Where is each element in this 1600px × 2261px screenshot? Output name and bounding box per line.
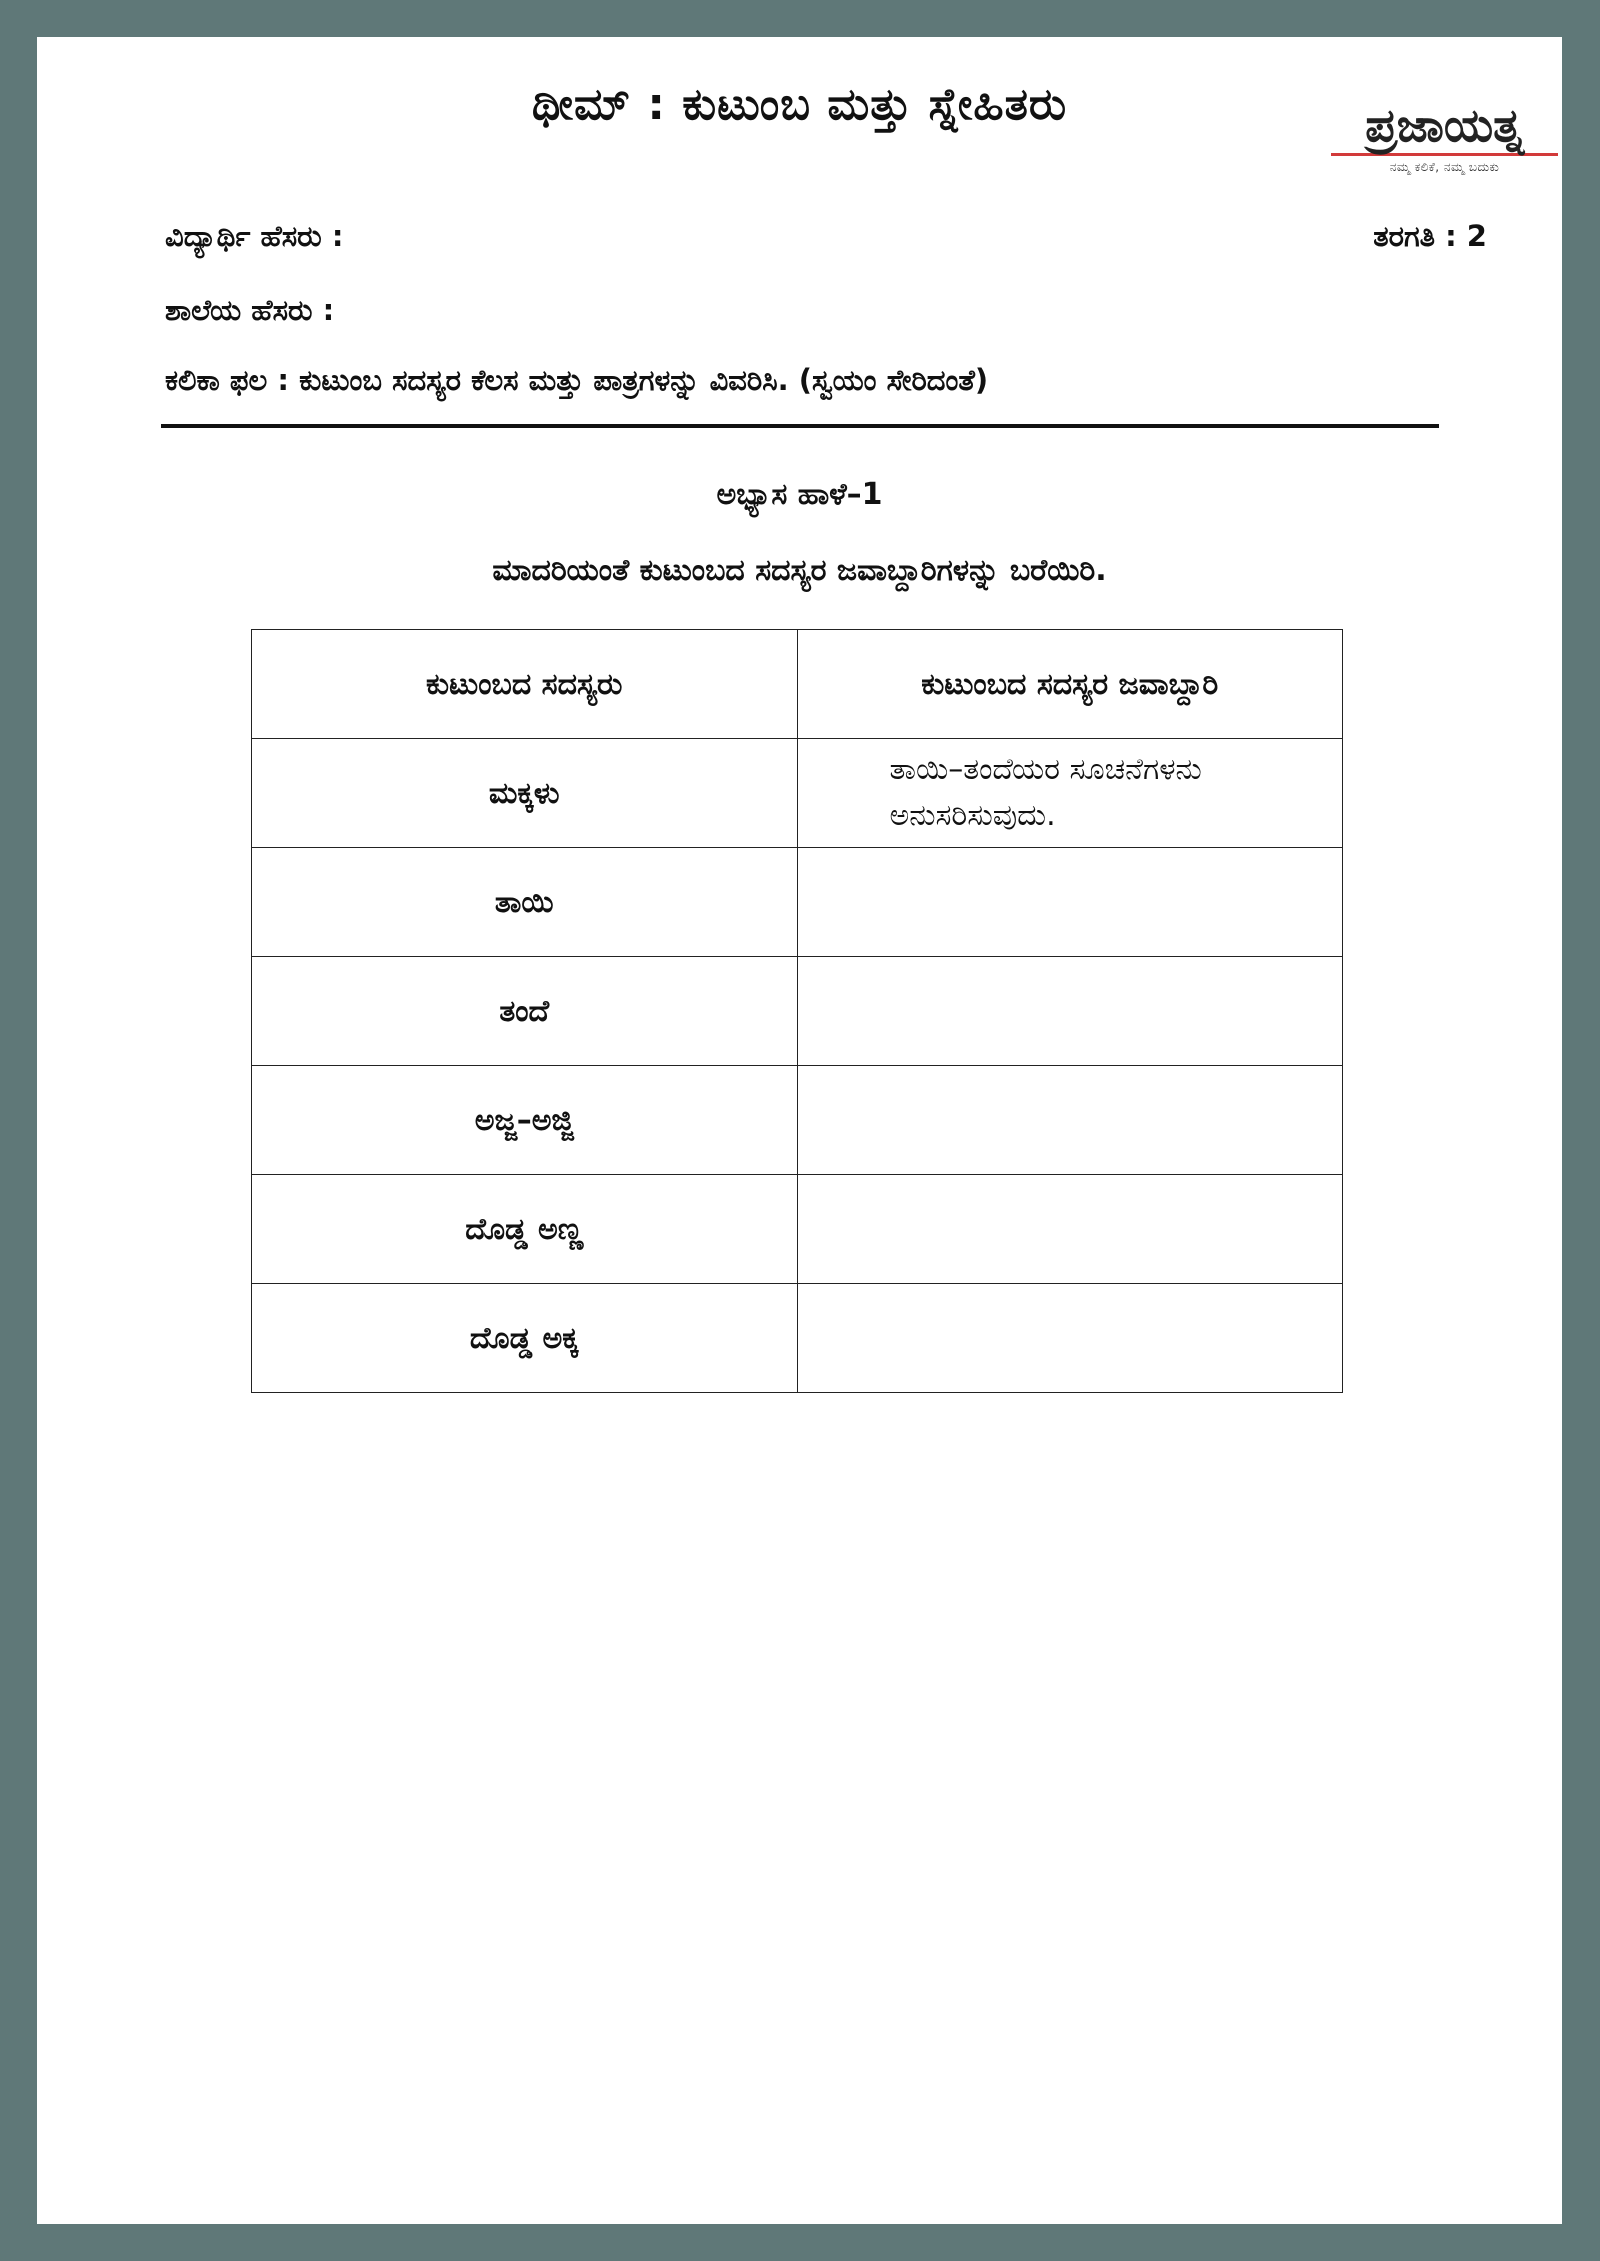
learning-outcome-text: ಕುಟುಂಬ ಸದಸ್ಯರ ಕೆಲಸ ಮತ್ತು ಪಾತ್ರಗಳನ್ನು ವಿವರಿಸಿ. (ಸ್ವಯಂ ಸೇರಿದಂತೆ) — [299, 363, 989, 397]
family-responsibility-table — [251, 629, 1343, 1393]
table-row — [252, 1066, 1343, 1175]
class-label: ತರಗತಿ : 2 — [1373, 219, 1487, 253]
member-cell: ತಾಯಿ — [252, 848, 798, 957]
responsibility-cell[interactable] — [797, 1066, 1343, 1175]
column-header-members: ಕುಟುಂಬದ ಸದಸ್ಯರು — [252, 630, 798, 739]
worksheet-page — [37, 37, 1562, 2224]
responsibility-cell[interactable] — [797, 957, 1343, 1066]
logo-tagline: ನಮ್ಮ ಕಲಿಕೆ, ನಮ್ಮ ಬದುಕು — [1389, 160, 1500, 174]
exercise-instruction: ಮಾದರಿಯಂತೆ ಕುಟುಂಬದ ಸದಸ್ಯರ ಜವಾಬ್ದಾರಿಗಳನ್ನು ಬರೆಯಿರಿ. — [492, 553, 1107, 588]
learning-outcome — [165, 363, 988, 398]
column-header-responsibility: ಕುಟುಂಬದ ಸದಸ್ಯರ ಜವಾಬ್ದಾರಿ — [797, 630, 1343, 739]
table-row — [252, 739, 1343, 848]
logo-underline — [1331, 153, 1558, 156]
table-row — [252, 957, 1343, 1066]
table-row — [252, 848, 1343, 957]
table-row — [252, 1284, 1343, 1393]
table-header-row — [252, 630, 1343, 739]
member-cell: ಅಜ್ಜ–ಅಜ್ಜಿ — [252, 1066, 798, 1175]
school-name-label: ಶಾಲೆಯ ಹೆಸರು : — [165, 293, 335, 327]
member-cell: ಮಕ್ಕಳು — [252, 739, 798, 848]
responsibility-cell[interactable] — [797, 1175, 1343, 1284]
learning-outcome-label: ಕಲಿಕಾ ಫಲ : — [165, 363, 289, 397]
student-name-label: ವಿದ್ಯಾರ್ಥಿ ಹೆಸರು : — [165, 219, 344, 253]
brand-logo — [1327, 97, 1562, 175]
theme-title: ಥೀಮ್ : ಕುಟುಂಬ ಮತ್ತು ಸ್ನೇಹಿತರು — [531, 79, 1068, 130]
member-cell: ದೊಡ್ಡ ಅಕ್ಕ — [252, 1284, 798, 1393]
logo-text: ಪ್ರಜಾಯತ್ನ — [1365, 98, 1524, 152]
table-row — [252, 1175, 1343, 1284]
responsibility-cell: ತಾಯಿ–ತಂದೆಯರ ಸೂಚನೆಗಳನು ಅನುಸರಿಸುವುದು. — [797, 739, 1343, 848]
responsibility-cell[interactable] — [797, 848, 1343, 957]
responsibility-cell[interactable] — [797, 1284, 1343, 1393]
exercise-title: ಅಭ್ಯಾಸ ಹಾಳೆ–1 — [716, 477, 883, 512]
header-divider — [161, 424, 1439, 428]
member-cell: ತಂದೆ — [252, 957, 798, 1066]
member-cell: ದೊಡ್ಡ ಅಣ್ಣ — [252, 1175, 798, 1284]
